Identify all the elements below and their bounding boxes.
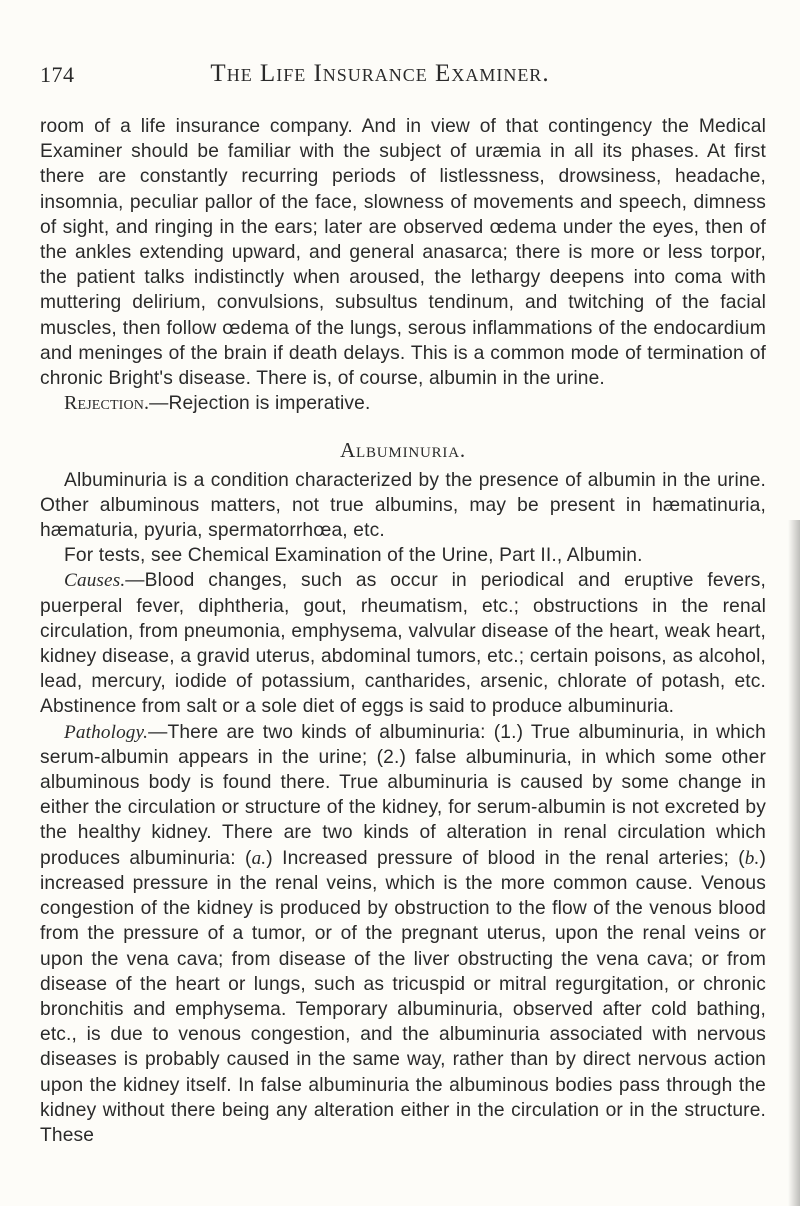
paragraph-rejection [40, 391, 766, 416]
paragraph-albuminuria-definition: Albuminuria is a condition characterized by the presence of albumin in the urine. Other albuminous matters, not true albumins, may be present in hæmatinuria, hæmaturia, pyuria, spermatorrhœa, etc. [40, 469, 766, 542]
rejection-text: —Rejection is imperative. [149, 393, 371, 415]
page-body [40, 114, 766, 1148]
rejection-label: Rejection. [64, 392, 150, 415]
section-heading-albuminuria: Albuminuria. [340, 438, 466, 463]
pathology-marker-b: b. [744, 847, 760, 869]
paragraph-uraemia: room of a life insurance company. And in view of that contingency the Medical Examiner should be familiar with the subject of uræmia in all its phases. At first there are constantly recurring periods of listlessness, drowsiness, headache, insomnia, peculiar pallor of the face, slowness of movements and speech, dimness of sight, and ringing in the ears; later are observed œdema under the eyes, then of the ankles extending upward, and general anasarca; there is more or less torpor, the patient talks indistinctly when aroused, the lethargy deepens into coma with muttering delirium, convulsions, subsultus tendinum, and twitching of the facial muscles, then follow œdema of the lungs, serous inflammations of the endocardium and meninges of the brain if death delays. This is a common mode of termination of chronic Bright's disease. There is, of course, albumin in the urine. [40, 116, 766, 390]
paragraph-causes [40, 568, 766, 719]
paragraph-tests: For tests, see Chemical Examination of the Urine, Part II., Albumin. [64, 545, 643, 567]
causes-text: —Blood changes, such as occur in periodical and eruptive fevers, puerperal fever, diphtheria, gout, rheumatism, etc.; obstructions in the renal circulation, from pneumonia, emphysema, valvular disease of the heart, weak heart, kidney disease, a gravid uterus, abdominal tumors, etc.; certain poisons, as alcohol, lead, mercury, iodide of potassium, cantharides, arsenic, chlorate of potash, etc. Abstinence from salt or a sole diet of eggs is said to produce albuminuria. [40, 570, 766, 718]
causes-label: Causes. [64, 570, 126, 592]
running-title: The Life Insurance Examiner. [210, 60, 550, 87]
pathology-text-c: ) increased pressure in the renal veins, which is the more common cause. Venous congestion of the kidney is produced by obstruction to the flow of the venous blood from the pressure of a tumor, or of the pregnant uterus, upon the renal veins or upon the vena cava; from disease of the liver obstructing the vena cava; or from disease of the heart or lungs, such as tricuspid or mitral regurgitation, or chronic bronchitis and emphysema. Temporary albuminuria, observed after cold bathing, etc., is due to venous congestion, and the albuminuria associated with nervous diseases is probably caused in the same way, rather than by direct nervous action upon the kidney itself. In false albuminuria the albuminous bodies pass through the kidney without there being any alteration either in the circulation or in the structure. These [40, 847, 766, 1146]
page-header [40, 60, 660, 96]
page-edge-shadow [788, 520, 800, 1206]
paragraph-pathology [40, 720, 766, 1148]
pathology-marker-a: a. [251, 847, 267, 869]
pathology-label: Pathology. [64, 721, 149, 743]
pathology-text-a: —There are two kinds of albuminuria: (1.) True albuminuria, in which serum-albumin appears in the urine; (2.) false albuminuria, in which some other albuminous body is found there. True albuminuria is caused by some change in either the circulation or structure of the kidney, for serum-albumin is not excreted by the healthy kidney. There are two kinds of alteration in renal circulation which produces albuminuria: ( [40, 721, 766, 869]
page-number: 174 [40, 62, 75, 87]
pathology-text-b: ) Increased pressure of blood in the renal arteries; ( [266, 847, 745, 869]
